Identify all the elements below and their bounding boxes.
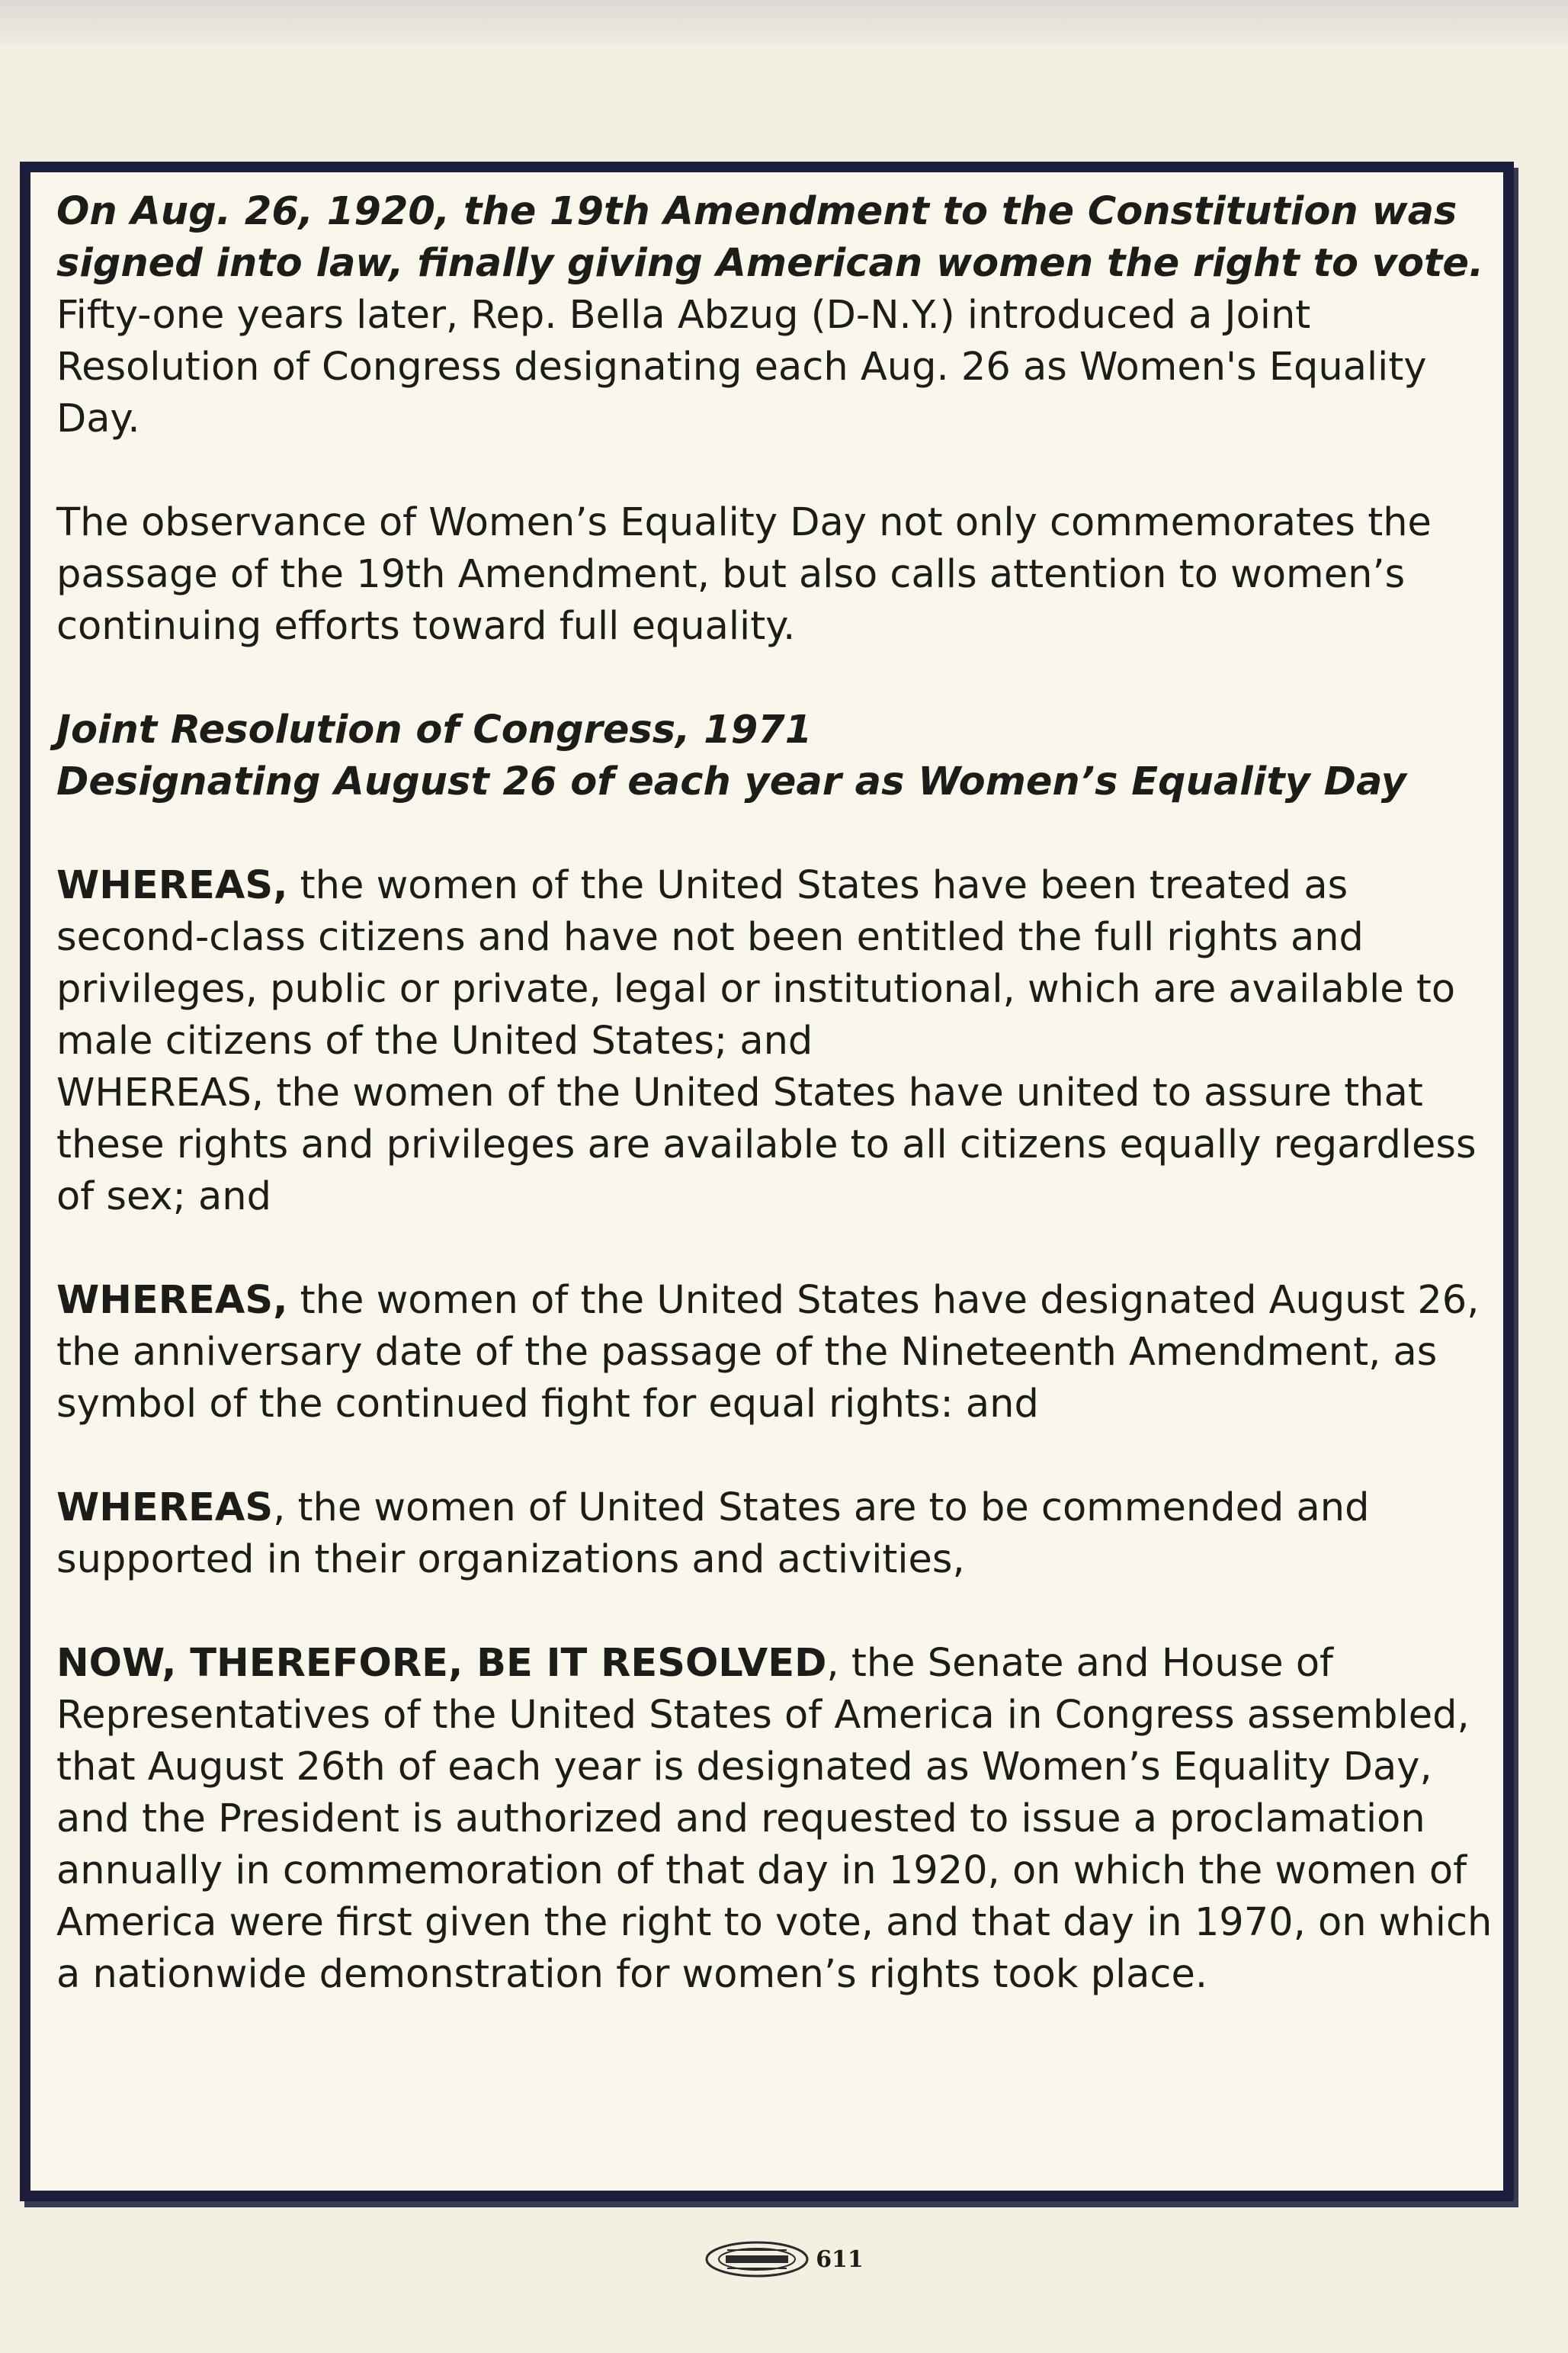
intro-paragraph xyxy=(56,186,1497,445)
whereas-text: the women of the United States have been treated as second-class citizens and have not been entitled the full rights and privileges, public or private, legal or institutional, which are available to male citizens of the United States; and xyxy=(56,863,1456,1064)
whereas-paragraph-1-continuation: WHEREAS, the women of the United States have united to assure that these rights and privileges are available to all citizens equally regardless of sex; and xyxy=(56,1071,1477,1219)
whereas-text: , the women of United States are to be commended and supported in their organizations and activities, xyxy=(56,1485,1370,1582)
resolution-title-line2: Designating August 26 of each year as Women’s Equality Day xyxy=(56,759,1407,804)
page-backdrop xyxy=(0,0,1568,46)
union-label-icon xyxy=(704,2240,810,2278)
observance-paragraph: The observance of Women’s Equality Day not only commemorates the passage of the 19th Amendment, but also calls attention to women’s continuing efforts toward full equality. xyxy=(56,500,1432,649)
whereas-label: WHEREAS, xyxy=(56,1278,288,1323)
whereas-paragraph-2 xyxy=(56,1275,1497,1430)
intro-rest: Fifty-one years later, Rep. Bella Abzug (D-N.Y.) introduced a Joint Resolution of Congress designating each Aug. 26 as Women's Equality Day. xyxy=(56,293,1427,441)
whereas-paragraph-3 xyxy=(56,1482,1497,1586)
resolved-text: , the Senate and House of Representatives of the United States of America in Congress assembled, that August 26th of each year is designated as Women’s Equality Day, and the President is authorized and requested to issue a proclamation annually in commemoration of that day in 1920, on which the women of America were first given the right to vote, and that day in 1970, on which a nationwide demonstration for women’s rights took place. xyxy=(56,1641,1493,1997)
whereas-text: the women of the United States have designated August 26, the anniversary date of the passage of the Nineteenth Amendment, as symbol of the continued fight for equal rights: and xyxy=(56,1278,1480,1427)
intro-lead: On Aug. 26, 1920, the 19th Amendment to the Constitution was signed into law, finally giving American women the right to vote. xyxy=(56,189,1484,286)
resolution-title-line1: Joint Resolution of Congress, 1971 xyxy=(56,708,813,753)
page-footer xyxy=(0,2240,1568,2278)
resolved-paragraph xyxy=(56,1638,1497,2001)
resolved-label: NOW, THEREFORE, BE IT RESOLVED xyxy=(56,1641,827,1686)
whereas-paragraph-1 xyxy=(56,860,1497,1067)
whereas-label: WHEREAS, xyxy=(56,863,288,908)
whereas-label: WHEREAS xyxy=(56,1485,274,1530)
page-number: 611 xyxy=(816,2245,864,2273)
document-body xyxy=(56,186,1497,2001)
